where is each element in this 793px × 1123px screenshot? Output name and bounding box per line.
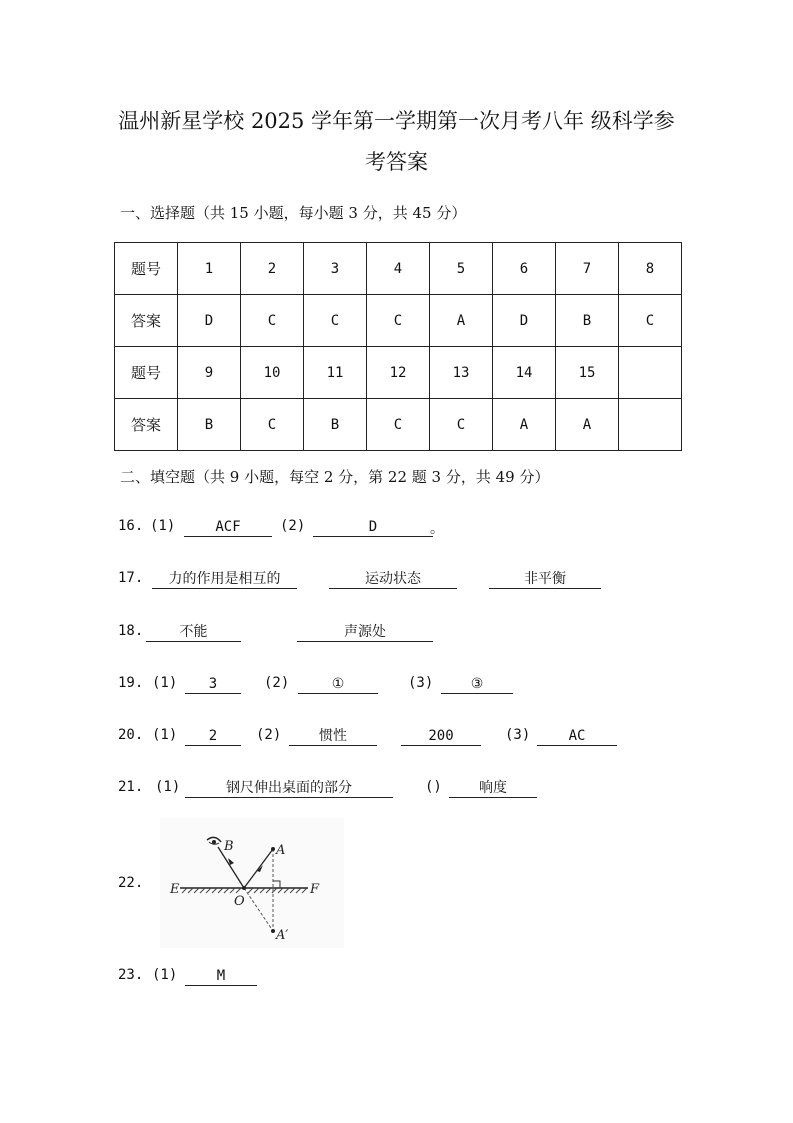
table-cell: 7 — [556, 243, 619, 295]
table-cell — [619, 399, 682, 451]
table-cell: 题号 — [115, 347, 178, 399]
table-row — [115, 399, 682, 451]
part-label: (1) — [150, 518, 176, 534]
table-cell: C — [304, 295, 367, 347]
table-cell: 4 — [367, 243, 430, 295]
answer-blank: 力的作用是相互的 — [152, 570, 297, 589]
question-number: 23. — [118, 967, 144, 983]
table-cell — [619, 347, 682, 399]
table-cell: 14 — [493, 347, 556, 399]
reflection-diagram — [160, 818, 344, 948]
part-label: (1) — [152, 675, 178, 691]
point-f-label: F — [310, 882, 320, 897]
table-cell: 题号 — [115, 243, 178, 295]
table-cell: C — [367, 399, 430, 451]
table-cell: 9 — [178, 347, 241, 399]
table-cell: 11 — [304, 347, 367, 399]
table-cell: 2 — [241, 243, 304, 295]
answer-blank: D — [313, 518, 433, 537]
answer-blank: 3 — [185, 675, 241, 694]
table-row — [115, 243, 682, 295]
question-number: 20. — [118, 727, 144, 743]
table-cell: 12 — [367, 347, 430, 399]
table-row — [115, 347, 682, 399]
point-o-label: O — [234, 894, 245, 909]
table-cell: B — [556, 295, 619, 347]
table-cell: C — [430, 399, 493, 451]
table-cell: 1 — [178, 243, 241, 295]
part-label: (1) — [152, 967, 178, 983]
part-label: (2) — [264, 675, 290, 691]
section-2-heading: 二、填空题（共 9 小题，每空 2 分，第 22 题 3 分，共 49 分） — [120, 468, 550, 486]
question-number: 21. — [118, 779, 144, 795]
answer-blank: 钢尺伸出桌面的部分 — [185, 779, 393, 798]
answer-table — [114, 242, 682, 451]
part-label: (3) — [505, 727, 531, 743]
answer-blank: 200 — [401, 727, 481, 746]
question-number: 17. — [118, 570, 144, 586]
answer-blank: 2 — [185, 727, 241, 746]
section-1-heading: 一、选择题（共 15 小题，每小题 3 分，共 45 分） — [120, 204, 467, 222]
table-cell: A — [493, 399, 556, 451]
answer-blank: ACF — [184, 518, 272, 537]
point-b-label: B — [224, 839, 234, 854]
table-cell: 13 — [430, 347, 493, 399]
answer-blank: M — [185, 967, 257, 986]
question-number: 16. — [118, 518, 144, 534]
part-label: (1) — [152, 727, 178, 743]
table-cell: 10 — [241, 347, 304, 399]
answer-blank: AC — [537, 727, 617, 746]
table-row — [115, 295, 682, 347]
part-label: (2) — [280, 518, 306, 534]
point-a-label: A — [276, 843, 286, 858]
table-cell: 答案 — [115, 399, 178, 451]
table-cell: 15 — [556, 347, 619, 399]
answer-blank: 响度 — [449, 779, 537, 798]
answer-blank: 运动状态 — [329, 570, 457, 589]
answer-blank: ③ — [441, 675, 513, 694]
table-cell: C — [619, 295, 682, 347]
table-cell: 答案 — [115, 295, 178, 347]
table-cell: B — [304, 399, 367, 451]
table-cell: A — [556, 399, 619, 451]
table-cell: 5 — [430, 243, 493, 295]
table-cell: A — [430, 295, 493, 347]
table-cell: C — [241, 399, 304, 451]
question-number: 19. — [118, 675, 144, 691]
question-number: 22. — [118, 875, 144, 891]
part-label: () — [425, 779, 442, 795]
answer-blank: ① — [298, 675, 378, 694]
answer-blank: 不能 — [146, 623, 241, 642]
answer-blank: 非平衡 — [489, 570, 601, 589]
point-a-prime-label: A′ — [276, 928, 289, 943]
part-label: (1) — [155, 779, 181, 795]
table-cell: C — [367, 295, 430, 347]
table-cell: 8 — [619, 243, 682, 295]
title-line-2: 考答案 — [365, 150, 428, 174]
answer-blank: 声源处 — [297, 623, 433, 642]
table-cell: B — [178, 399, 241, 451]
point-e-label: E — [170, 882, 180, 897]
part-label: (2) — [256, 727, 282, 743]
question-number: 18. — [118, 623, 144, 639]
part-label: (3) — [408, 675, 434, 691]
table-cell: D — [493, 295, 556, 347]
answer-blank: 惯性 — [289, 727, 377, 746]
table-cell: 3 — [304, 243, 367, 295]
period-mark: 。 — [430, 521, 444, 537]
table-cell: 6 — [493, 243, 556, 295]
table-cell: C — [241, 295, 304, 347]
title-line-1: 温州新星学校 2025 学年第一学期第一次月考八年 级科学参 — [118, 109, 675, 133]
table-cell: D — [178, 295, 241, 347]
